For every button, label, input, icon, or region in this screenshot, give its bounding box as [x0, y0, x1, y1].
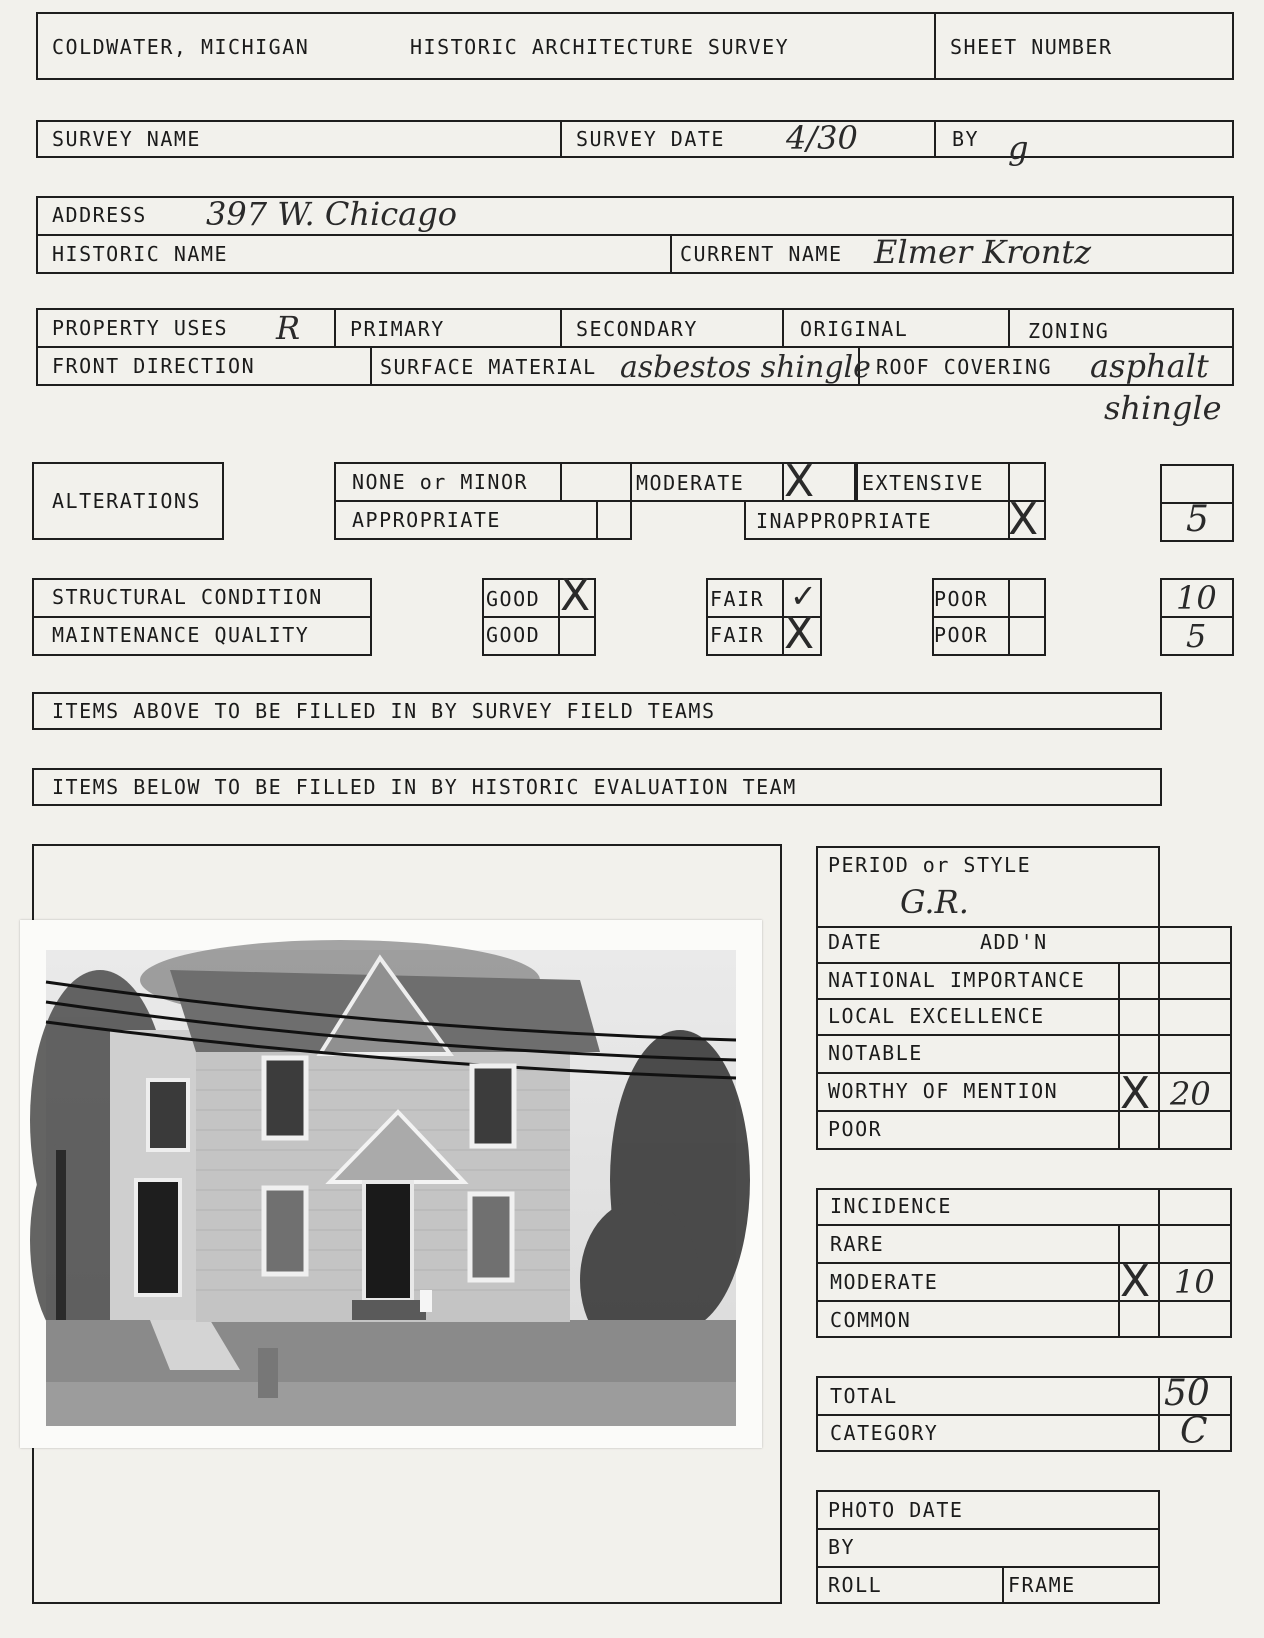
structural-poor: POOR — [934, 587, 989, 611]
property-col-5 — [370, 346, 372, 386]
sheet-number-label: SHEET NUMBER — [950, 35, 1113, 59]
property-uses-value: R — [276, 309, 301, 347]
city-title: COLDWATER, MICHIGAN — [52, 35, 310, 59]
eval-row-4 — [816, 1072, 1232, 1074]
structural-score: 10 — [1176, 579, 1217, 617]
survey-date-label: SURVEY DATE — [576, 127, 725, 151]
national-importance-label: NATIONAL IMPORTANCE — [828, 968, 1086, 992]
period-style-label: PERIOD or STYLE — [828, 853, 1032, 877]
surface-material-label: SURFACE MATERIAL — [380, 355, 597, 379]
house-photo-mount — [20, 920, 762, 1448]
by-value: g — [1008, 129, 1029, 167]
photo-date-label: PHOTO DATE — [828, 1498, 964, 1522]
survey-name-label: SURVEY NAME — [52, 127, 201, 151]
alterations-extensive: EXTENSIVE — [862, 471, 984, 495]
original-label: ORIGINAL — [800, 317, 909, 341]
alterations-inappropriate-mark: X — [1008, 494, 1039, 545]
alterations-none-minor: NONE or MINOR — [352, 470, 529, 494]
address-value: 397 W. Chicago — [206, 195, 457, 233]
property-col-2 — [560, 308, 562, 348]
current-name-value: Elmer Krontz — [874, 233, 1092, 271]
alterations-inappropriate: INAPPROPRIATE — [756, 509, 933, 533]
worthy-mark: X — [1120, 1068, 1151, 1119]
incidence-row-3 — [816, 1300, 1232, 1302]
front-direction-label: FRONT DIRECTION — [52, 354, 256, 378]
survey-row-divider-2 — [934, 120, 936, 158]
photo-info-col — [1002, 1566, 1004, 1604]
eval-row-1 — [816, 962, 1232, 964]
eval-col-1 — [1118, 962, 1120, 1150]
incidence-mark: X — [1120, 1256, 1151, 1307]
structural-fair-check: ✓ — [790, 577, 817, 615]
incidence-col-2 — [1158, 1188, 1160, 1338]
alterations-moderate: MODERATE — [636, 471, 745, 495]
incidence-rare: RARE — [830, 1232, 885, 1256]
maintenance-quality-label: MAINTENANCE QUALITY — [52, 623, 310, 647]
alterations-moderate-mark: X — [784, 456, 815, 507]
roof-covering-value-1: asphalt — [1090, 347, 1209, 385]
survey-row-right-tick — [1232, 120, 1234, 158]
house-photo — [20, 920, 762, 1448]
incidence-moderate: MODERATE — [830, 1270, 939, 1294]
survey-row-divider-1 — [560, 120, 562, 158]
evaluation-poor-label: POOR — [828, 1117, 883, 1141]
maintenance-fair: FAIR — [710, 623, 765, 647]
worthy-of-mention-label: WORTHY OF MENTION — [828, 1079, 1059, 1103]
instructions-above: ITEMS ABOVE TO BE FILLED IN BY SURVEY FIELD TEAMS — [52, 699, 716, 723]
photo-info-row-1 — [816, 1528, 1160, 1530]
historic-name-label: HISTORIC NAME — [52, 242, 229, 266]
eval-row-2 — [816, 998, 1232, 1000]
alterations-score: 5 — [1186, 499, 1209, 540]
structural-good: GOOD — [486, 587, 541, 611]
photo-by-label: BY — [828, 1535, 856, 1559]
total-label: TOTAL — [830, 1384, 898, 1408]
roof-covering-label: ROOF COVERING — [876, 355, 1053, 379]
property-uses-label: PROPERTY USES — [52, 316, 229, 340]
roof-covering-value-2: shingle — [1104, 389, 1222, 427]
alterations-appropriate: APPROPRIATE — [352, 508, 501, 532]
condition-poor-mid — [932, 616, 1046, 618]
totals-mid — [816, 1414, 1232, 1416]
period-style-value: G.R. — [900, 883, 969, 921]
instructions-below: ITEMS BELOW TO BE FILLED IN BY HISTORIC EVALUATION TEAM — [52, 775, 797, 799]
incidence-row-2 — [816, 1262, 1232, 1264]
header-divider — [934, 12, 936, 80]
roll-label: ROLL — [828, 1573, 883, 1597]
current-name-label: CURRENT NAME — [680, 242, 843, 266]
maintenance-fair-mark: X — [784, 608, 815, 659]
property-col-3 — [782, 308, 784, 348]
condition-label-mid — [32, 616, 372, 618]
maintenance-score: 5 — [1186, 617, 1207, 655]
incidence-row-1 — [816, 1224, 1232, 1226]
incidence-score: 10 — [1174, 1263, 1215, 1301]
date-label: DATE — [828, 930, 883, 954]
alterations-label: ALTERATIONS — [52, 489, 201, 513]
by-label: BY — [952, 127, 980, 151]
local-excellence-label: LOCAL EXCELLENCE — [828, 1004, 1045, 1028]
totals-col — [1158, 1376, 1160, 1452]
incidence-label: INCIDENCE — [830, 1194, 952, 1218]
category-label: CATEGORY — [830, 1421, 939, 1445]
structural-condition-label: STRUCTURAL CONDITION — [52, 585, 323, 609]
survey-date-value: 4/30 — [786, 119, 858, 157]
current-name-divider — [670, 234, 672, 274]
eval-row-3 — [816, 1034, 1232, 1036]
incidence-common: COMMON — [830, 1308, 912, 1332]
property-divider — [36, 346, 1234, 348]
addn-label: ADD'N — [980, 930, 1048, 954]
alterations-appropriate-check-divider — [596, 500, 598, 540]
zoning-label: ZONING — [1028, 319, 1110, 343]
secondary-label: SECONDARY — [576, 317, 698, 341]
structural-good-mark: X — [560, 570, 591, 621]
evaluation-score: 20 — [1170, 1075, 1211, 1113]
property-col-1 — [334, 308, 336, 348]
primary-label: PRIMARY — [350, 317, 445, 341]
total-value: 50 — [1164, 1373, 1210, 1414]
photo-info-row-2 — [816, 1566, 1160, 1568]
frame-label: FRAME — [1008, 1573, 1076, 1597]
alterations-grid-mid — [334, 500, 632, 502]
maintenance-good: GOOD — [486, 623, 541, 647]
category-value: C — [1180, 1411, 1208, 1452]
notable-label: NOTABLE — [828, 1041, 923, 1065]
condition-poor-check-divider — [1008, 578, 1010, 656]
structural-fair: FAIR — [710, 587, 765, 611]
eval-col-2 — [1158, 926, 1160, 1150]
alterations-none-check-divider — [560, 462, 562, 502]
maintenance-poor: POOR — [934, 623, 989, 647]
survey-title: HISTORIC ARCHITECTURE SURVEY — [410, 35, 790, 59]
property-col-4 — [1008, 308, 1010, 348]
address-label: ADDRESS — [52, 203, 147, 227]
surface-material-value: asbestos shingle — [620, 350, 871, 385]
